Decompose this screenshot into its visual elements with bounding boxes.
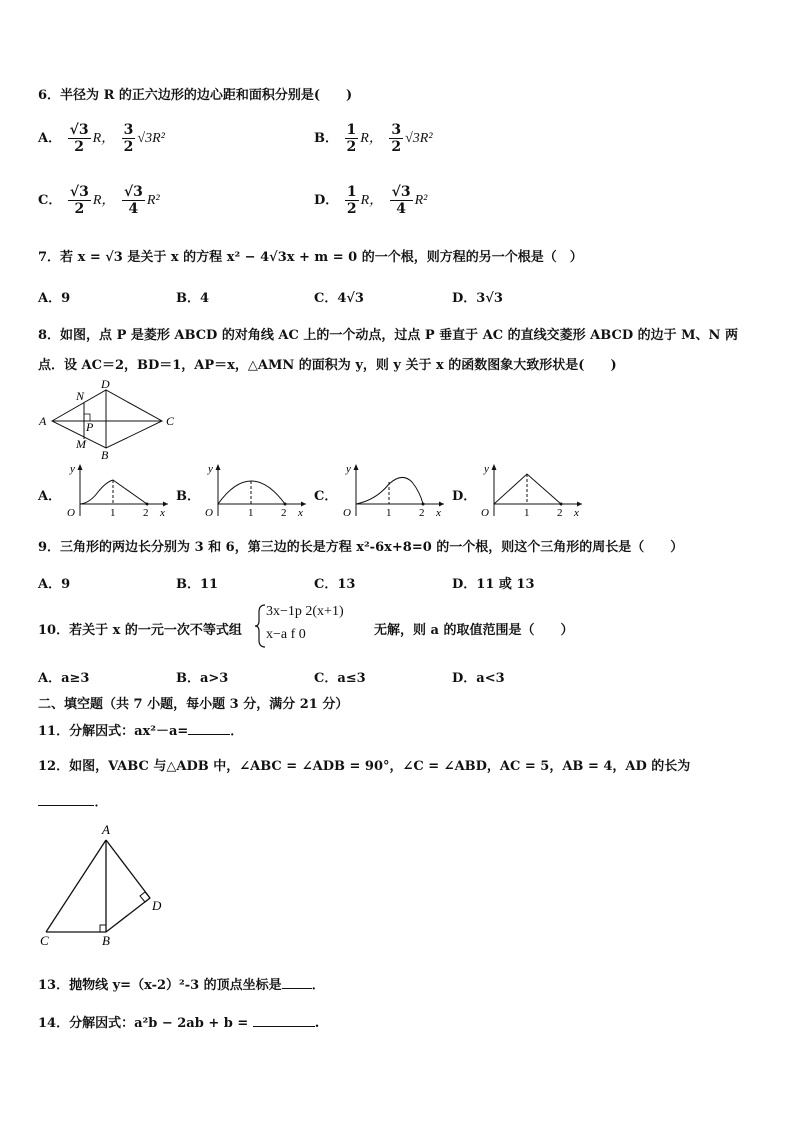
svg-text:2: 2 (419, 507, 425, 519)
svg-text:y: y (70, 463, 75, 475)
q8-graph-letter-b: B． (176, 489, 200, 504)
label-b: B (102, 933, 110, 948)
q11-stem: 11．分解因式：ax²－a= ． (38, 724, 244, 739)
q9-option-b: B．11 (176, 577, 219, 592)
q12-answer-blank: ． (38, 788, 94, 811)
q10-stem-post: 无解，则 a 的取值范围是（ ） (374, 623, 574, 638)
q6-option-d: D． $\frac{1}{2}$ R， $\frac{√3}{4}$ R² (314, 184, 428, 217)
q6-option-b: B． $\frac{1}{2}$ R， $\frac{3}{2}$ √3R² (314, 122, 433, 155)
q13-stem: 13．抛物线 y=（x-2）²-3 的顶点坐标是 ． (38, 978, 325, 993)
q10-stem-pre: 10．若关于 x 的一元一次不等式组 (38, 623, 242, 638)
svg-text:1: 1 (248, 507, 254, 519)
label-c: C (40, 933, 49, 948)
graph-d (476, 460, 586, 520)
q9-stem: 9．三角形的两边长分别为 3 和 6，第三边的长是方程 x²-6x+8=0 的一个根，则这个三角形的周长是（ ） (38, 540, 684, 555)
triangle-figure (38, 822, 174, 950)
svg-text:O: O (67, 507, 75, 519)
svg-text:y: y (346, 463, 351, 475)
label-d: D (152, 898, 162, 913)
q9-option-d: D．11 或 13 (452, 577, 535, 592)
svg-text:x: x (298, 507, 303, 519)
q8-graph-letter-a: A． (38, 489, 62, 504)
q10-option-b: B．a>3 (176, 671, 229, 686)
label-b: B (101, 448, 109, 460)
q10-system-line1: 3x−1p 2(x+1) (266, 604, 344, 619)
q7-stem: 7．若 x = √3 是关于 x 的方程 x² − 4√3x + m = 0 的一个根，则方程的另一个根是（ ） (38, 250, 583, 265)
q6-option-a: A． $\frac{√3}{2}$ R， $\frac{3}{2}$ √3R² (38, 122, 165, 155)
q10-option-d: D．a<3 (452, 671, 505, 686)
q8-graph-letter-d: D． (452, 489, 477, 504)
svg-text:1: 1 (110, 507, 116, 519)
label-a: A (102, 822, 110, 837)
q9-option-c: C．13 (314, 577, 356, 592)
svg-text:O: O (343, 507, 351, 519)
svg-text:y: y (208, 463, 213, 475)
q7-option-c: C．4√3 (314, 291, 364, 306)
q10-option-c: C．a≤3 (314, 671, 366, 686)
graph-c (338, 460, 448, 520)
q10-system-line2: x−a f 0 (266, 627, 306, 642)
graph-a (62, 460, 172, 520)
q7-option-d: D．3√3 (452, 291, 503, 306)
q12-stem: 12．如图，VABC 与△ADB 中，∠ABC = ∠ADB = 90°，∠C = ∠ABD，AC = 5，AB = 4，AD 的长为 (38, 759, 691, 774)
svg-text:O: O (205, 507, 213, 519)
q6-option-c: C． $\frac{√3}{2}$ R， $\frac{√3}{4}$ R² (38, 184, 160, 217)
label-n: N (76, 389, 85, 403)
label-a: A (39, 414, 47, 428)
q6-stem: 6．半径为 R 的正六边形的边心距和面积分别是( ) (38, 88, 353, 103)
label-c: C (166, 414, 175, 428)
q10-option-a: A．a≥3 (38, 671, 90, 686)
q8-line2: 点．设 AC＝2，BD＝1，AP＝x，△AMN 的面积为 y，则 y 关于 x 的函数图象大致形状是( ) (38, 358, 617, 373)
svg-text:1: 1 (524, 507, 530, 519)
rhombus-figure (36, 376, 186, 460)
svg-text:x: x (160, 507, 165, 519)
graph-b (200, 460, 310, 520)
label-d: D (101, 377, 110, 391)
section-heading: 二、填空题（共 7 小题，每小题 3 分，满分 21 分） (38, 697, 349, 712)
q7-option-a: A．9 (38, 291, 71, 306)
svg-text:x: x (436, 507, 441, 519)
label-p: P (86, 420, 94, 434)
svg-text:O: O (481, 507, 489, 519)
q7-option-b: B．4 (176, 291, 210, 306)
label-m: M (76, 437, 86, 451)
svg-text:2: 2 (143, 507, 149, 519)
svg-text:1: 1 (386, 507, 392, 519)
q9-option-a: A．9 (38, 577, 71, 592)
svg-text:2: 2 (557, 507, 563, 519)
svg-text:x: x (574, 507, 579, 519)
q8-graph-letter-c: C． (314, 489, 338, 504)
q14-stem: 14．分解因式：a²b − 2ab + b = . (38, 1016, 320, 1031)
svg-text:y: y (484, 463, 489, 475)
q8-line1: 8．如图，点 P 是菱形 ABCD 的对角线 AC 上的一个动点，过点 P 垂直于 AC 的直线交菱形 ABCD 的边于 M、N 两 (38, 328, 738, 343)
svg-text:2: 2 (281, 507, 287, 519)
